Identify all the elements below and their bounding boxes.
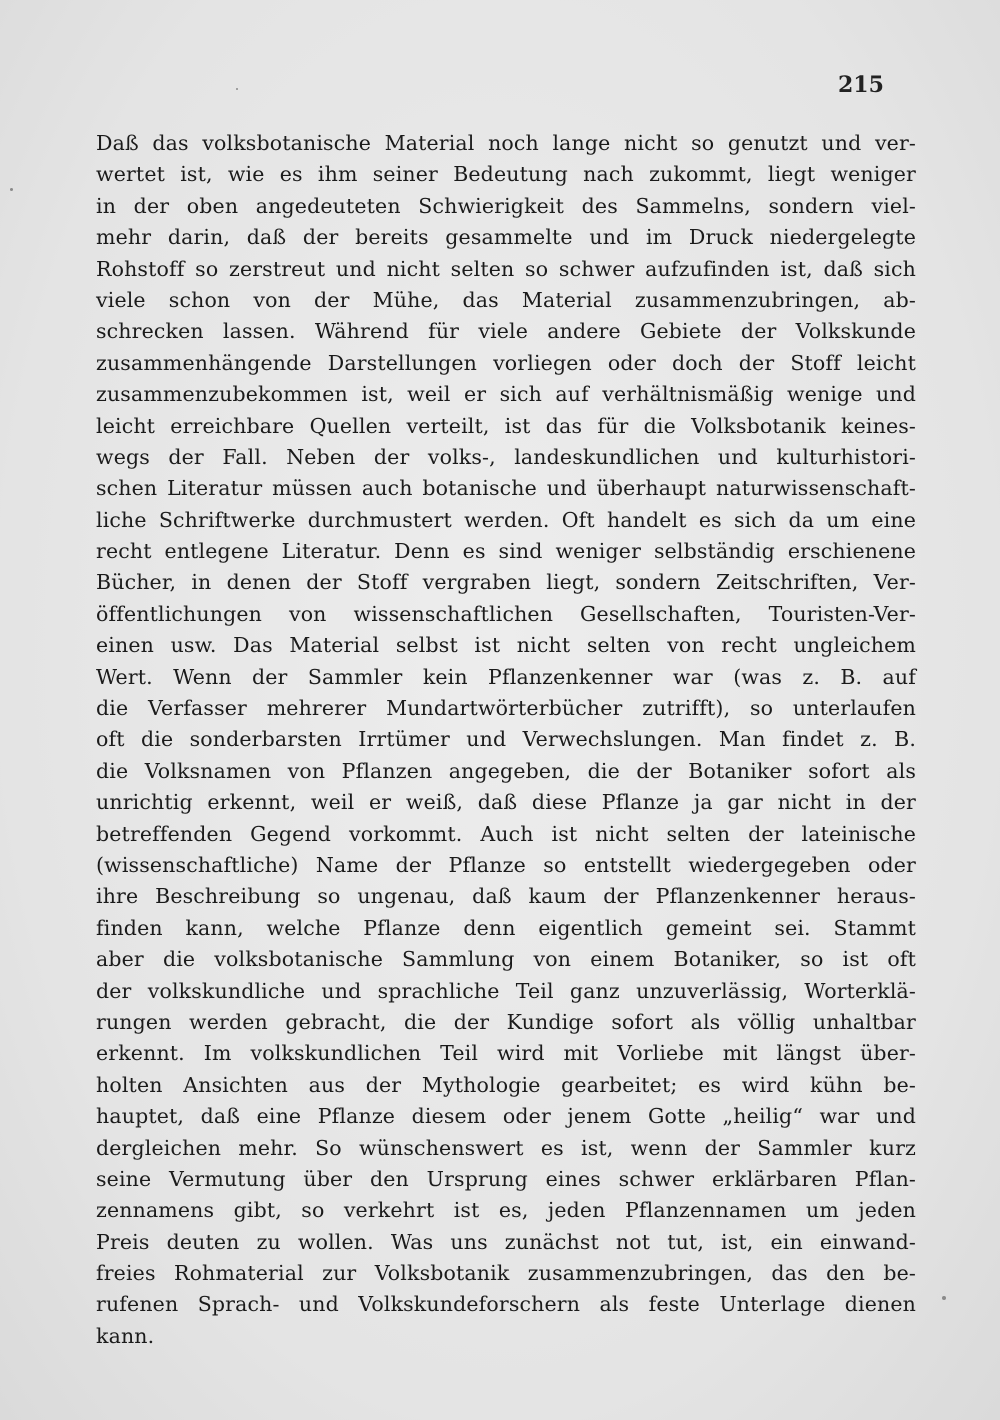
- scan-speck: [942, 1296, 946, 1300]
- text-line: wertet ist, wie es ihm seiner Bedeutung nach zukommt, liegt weniger: [96, 162, 916, 187]
- text-line: Daß das volksbotanische Material noch lange nicht so genutzt und ver-: [96, 131, 916, 155]
- text-line: mehr darin, daß der bereits gesammelte und im Druck niedergelegte: [96, 225, 916, 250]
- text-line: kann.: [96, 1323, 155, 1348]
- text-line: ihre Beschreibung so ungenau, daß kaum der Pflanzenkenner heraus-: [96, 884, 916, 909]
- text-line: einen usw. Das Material selbst ist nicht selten von recht ungleichem: [96, 633, 916, 658]
- text-line: (wissenschaftliche) Name der Pflanze so entstellt wiedergegeben oder: [96, 852, 916, 877]
- text-line: Preis deuten zu wollen. Was uns zunächst not tut, ist, ein einwand-: [96, 1229, 916, 1254]
- text-line: erkennt. Im volkskundlichen Teil wird mit Vorliebe mit längst über-: [96, 1041, 916, 1066]
- text-line: leicht erreichbare Quellen verteilt, ist das für die Volksbotanik keines-: [96, 413, 916, 438]
- text-line: holten Ansichten aus der Mythologie gearbeitet; es wird kühn be-: [96, 1072, 916, 1097]
- text-line: zusammenhängende Darstellungen vorliegen oder doch der Stoff leicht: [96, 350, 916, 375]
- text-line: der volkskundliche und sprachliche Teil ganz unzuverlässig, Worterklä-: [96, 978, 916, 1003]
- text-line: die Verfasser mehrerer Mundartwörterbücher zutrifft), so unterlaufen: [96, 696, 916, 721]
- text-line: finden kann, welche Pflanze denn eigentlich gemeint sei. Stammt: [96, 915, 916, 940]
- text-line: öffentlichungen von wissenschaftlichen Gesellschaften, Touristen-Ver-: [96, 601, 916, 626]
- text-line: Bücher, in denen der Stoff vergraben liegt, sondern Zeitschriften, Ver-: [96, 570, 916, 595]
- body-text: [96, 128, 916, 1352]
- text-line: schen Literatur müssen auch botanische und überhaupt naturwissenschaft-: [96, 476, 916, 501]
- text-line: liche Schriftwerke durchmustert werden. Oft handelt es sich da um eine: [96, 507, 916, 532]
- text-line: dergleichen mehr. So wünschenswert es ist, wenn der Sammler kurz: [96, 1135, 916, 1160]
- page-number: 215: [838, 72, 884, 98]
- text-line: Rohstoff so zerstreut und nicht selten so schwer aufzufinden ist, daß sich: [96, 256, 916, 281]
- text-line: wegs der Fall. Neben der volks-, landeskundlichen und kulturhistori-: [96, 444, 916, 469]
- text-line: in der oben angedeuteten Schwierigkeit des Sammelns, sondern viel-: [96, 193, 916, 218]
- text-line: Wert. Wenn der Sammler kein Pflanzenkenner war (was z. B. auf: [96, 664, 916, 689]
- text-line: seine Vermutung über den Ursprung eines schwer erklärbaren Pflan-: [96, 1166, 916, 1191]
- text-line: betreffenden Gegend vorkommt. Auch ist nicht selten der lateinische: [96, 821, 916, 846]
- text-line: schrecken lassen. Während für viele andere Gebiete der Volkskunde: [96, 319, 916, 344]
- text-line: oft die sonderbarsten Irrtümer und Verwechslungen. Man findet z. B.: [96, 727, 916, 752]
- text-line: rufenen Sprach- und Volkskundeforschern als feste Unterlage dienen: [96, 1292, 916, 1317]
- scan-speck: [10, 188, 13, 191]
- text-line: rungen werden gebracht, die der Kundige sofort als völlig unhaltbar: [96, 1009, 916, 1034]
- text-line: die Volksnamen von Pflanzen angegeben, die der Botaniker sofort als: [96, 758, 916, 783]
- text-line: freies Rohmaterial zur Volksbotanik zusammenzubringen, das den be-: [96, 1261, 916, 1286]
- text-line: viele schon von der Mühe, das Material zusammenzubringen, ab-: [96, 287, 916, 312]
- scan-speck: [236, 88, 238, 90]
- text-line: unrichtig erkennt, weil er weiß, daß diese Pflanze ja gar nicht in der: [96, 790, 916, 815]
- text-line: zusammenzubekommen ist, weil er sich auf verhältnismäßig wenige und: [96, 382, 916, 407]
- text-line: hauptet, daß eine Pflanze diesem oder jenem Gotte „heilig“ war und: [96, 1104, 916, 1129]
- text-line: aber die volksbotanische Sammlung von einem Botaniker, so ist oft: [96, 947, 916, 972]
- text-line: zennamens gibt, so verkehrt ist es, jeden Pflanzennamen um jeden: [96, 1198, 916, 1223]
- text-line: recht entlegene Literatur. Denn es sind weniger selbständig erschienene: [96, 539, 916, 564]
